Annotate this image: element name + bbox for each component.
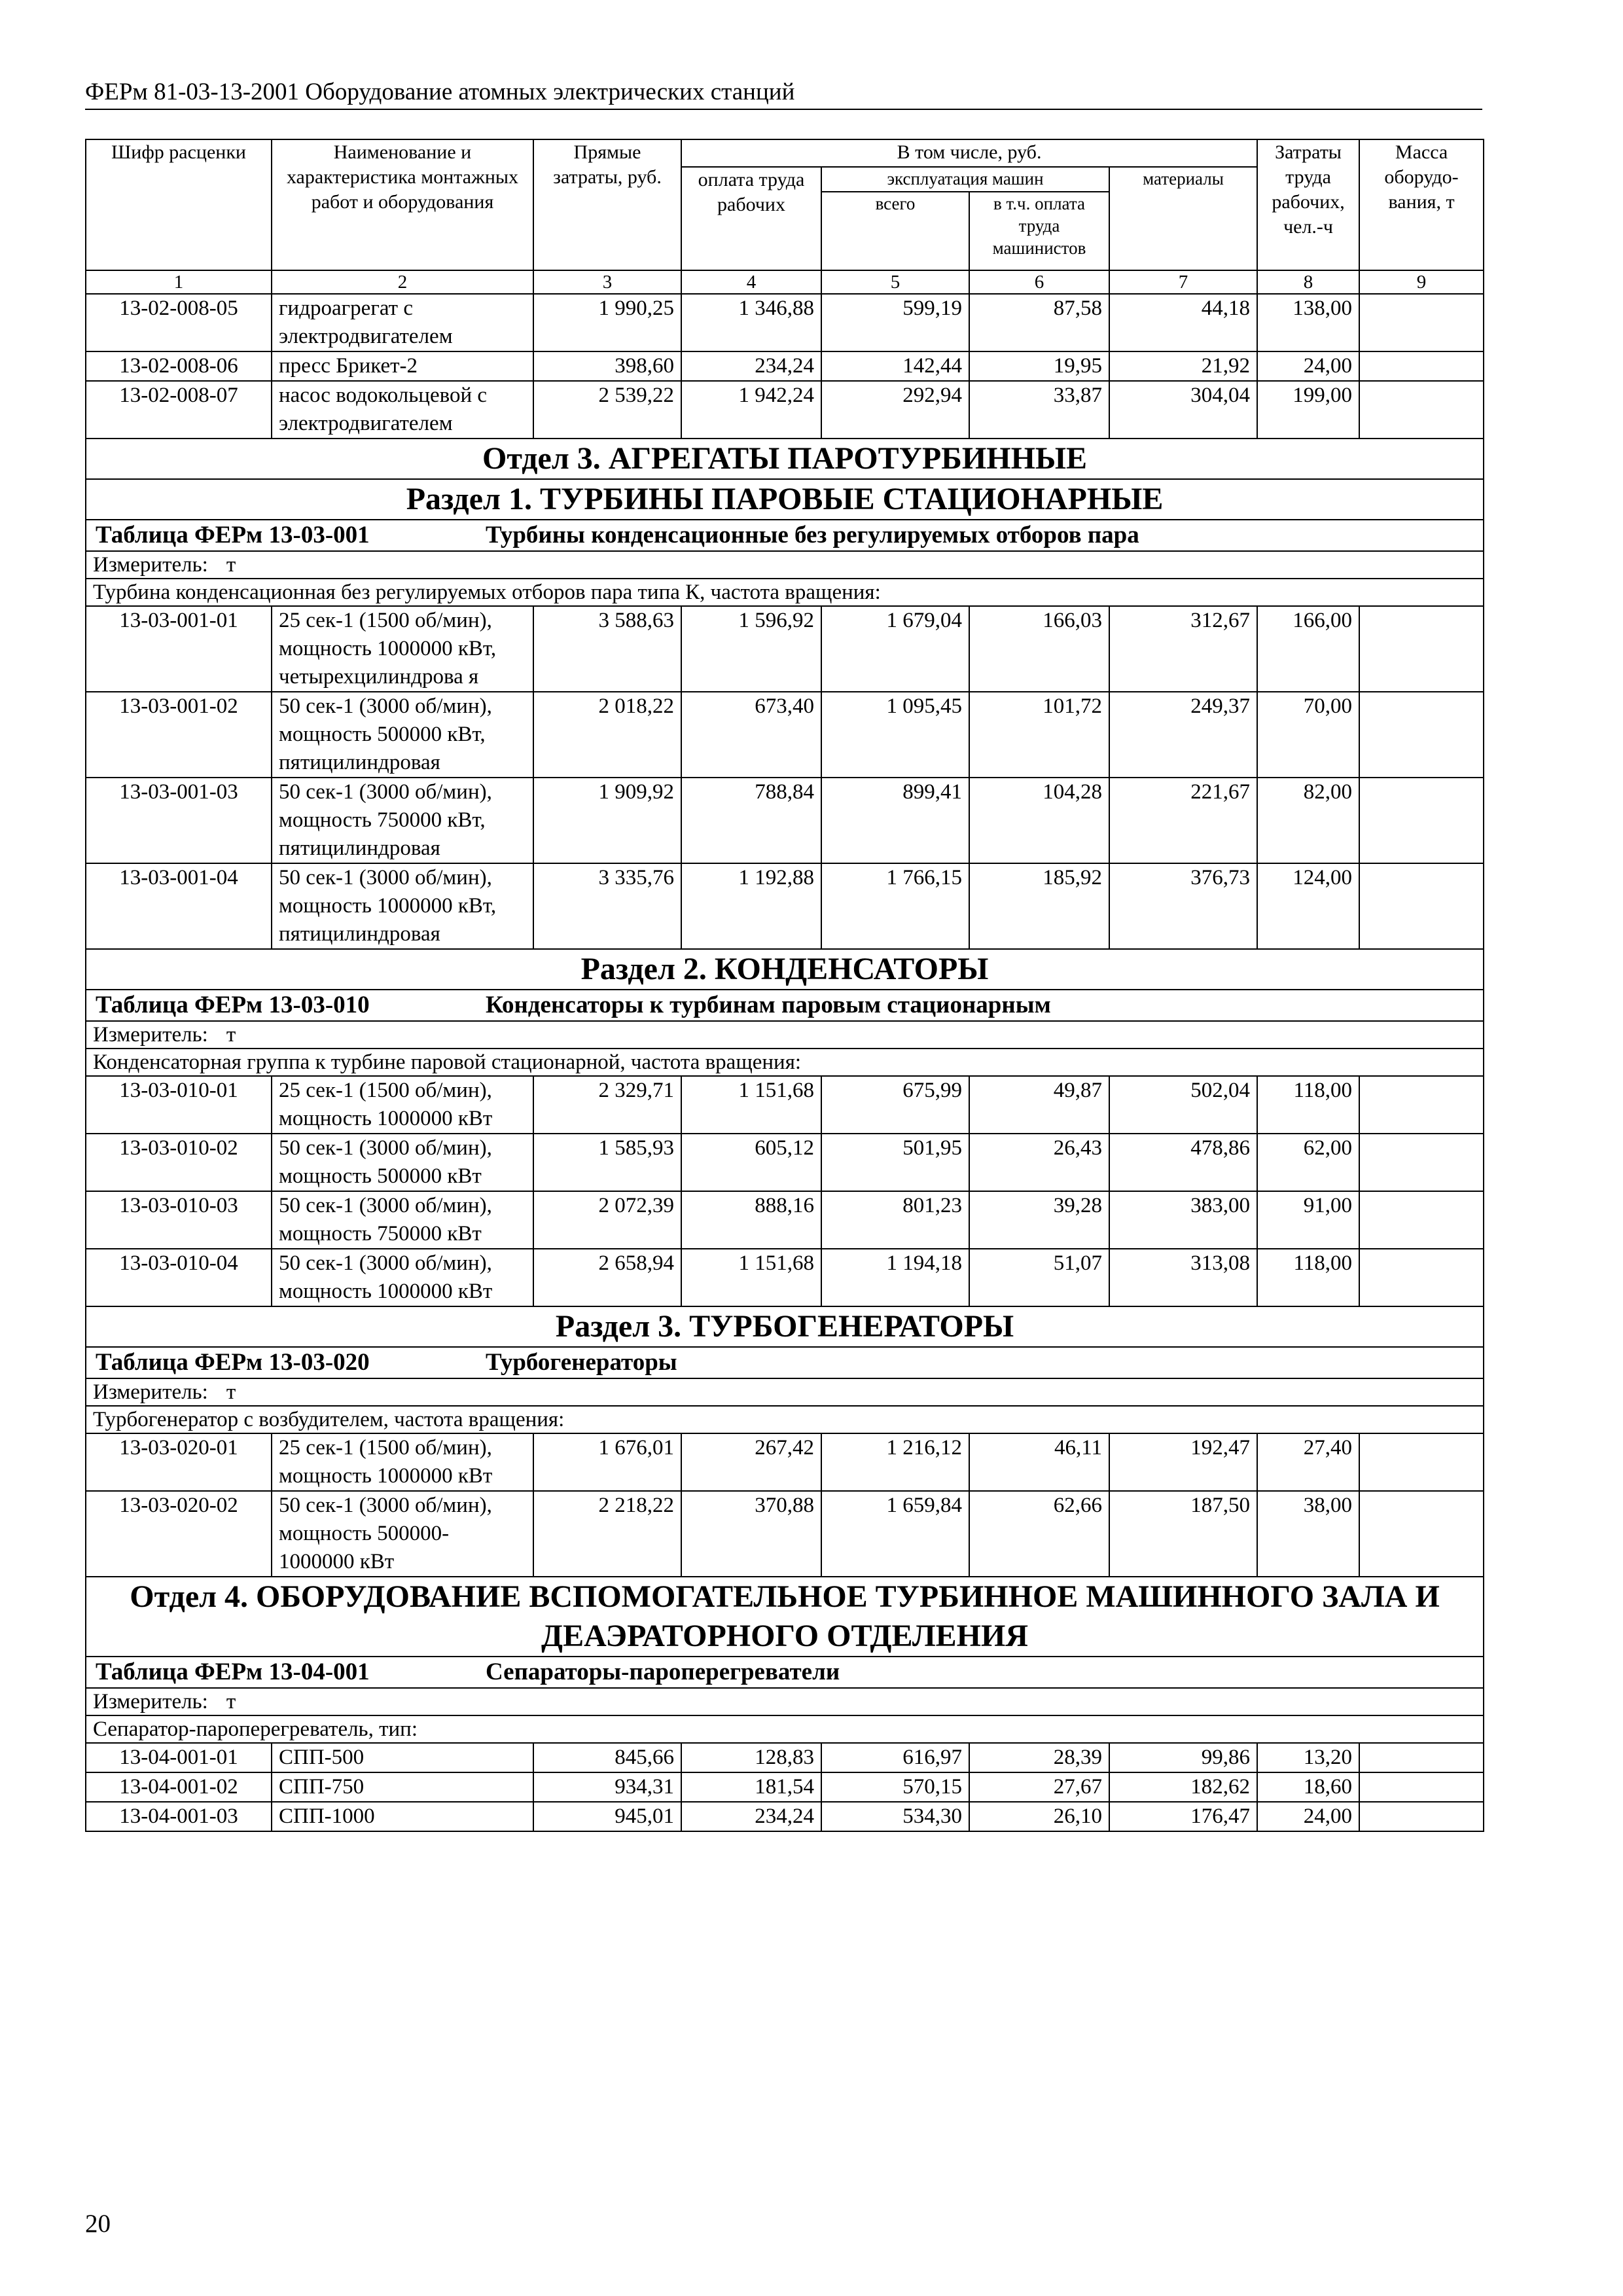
direct-cost-cell: 2 218,22 bbox=[533, 1491, 681, 1577]
machinists-pay-cell: 26,10 bbox=[969, 1802, 1109, 1831]
labor-pay-cell: 1 346,88 bbox=[681, 294, 821, 351]
labor-hours-cell: 199,00 bbox=[1257, 381, 1359, 439]
materials-cost-cell: 376,73 bbox=[1109, 863, 1257, 949]
column-number: 8 bbox=[1257, 270, 1359, 294]
machinists-pay-cell: 33,87 bbox=[969, 381, 1109, 439]
col-header-labor: оплата труда рабочих bbox=[681, 167, 821, 270]
column-number: 3 bbox=[533, 270, 681, 294]
work-name-cell: 25 сек-1 (1500 об/мин), мощность 1000000 кВт bbox=[272, 1076, 533, 1134]
column-numbers-row bbox=[86, 270, 1484, 294]
machinists-pay-cell: 101,72 bbox=[969, 692, 1109, 778]
labor-hours-cell: 27,40 bbox=[1257, 1433, 1359, 1491]
rate-code-cell: 13-03-020-02 bbox=[86, 1491, 272, 1577]
labor-hours-cell: 118,00 bbox=[1257, 1076, 1359, 1134]
direct-cost-cell: 934,31 bbox=[533, 1772, 681, 1802]
rows-table-13-03-001 bbox=[86, 606, 1484, 949]
work-name-cell: 50 сек-1 (3000 об/мин), мощность 500000 кВт bbox=[272, 1134, 533, 1191]
machines-total-cell: 801,23 bbox=[821, 1191, 969, 1249]
work-name-cell: СПП-500 bbox=[272, 1743, 533, 1772]
meter-unit: т bbox=[226, 1023, 236, 1047]
equipment-mass-cell bbox=[1359, 1491, 1484, 1577]
meter-unit: т bbox=[226, 1380, 236, 1404]
direct-cost-cell: 845,66 bbox=[533, 1743, 681, 1772]
materials-cost-cell: 304,04 bbox=[1109, 381, 1257, 439]
rate-code-cell: 13-02-008-05 bbox=[86, 294, 272, 351]
work-name-cell: 50 сек-1 (3000 об/мин), мощность 1000000 кВт, пятицилиндровая bbox=[272, 863, 533, 949]
materials-cost-cell: 182,62 bbox=[1109, 1772, 1257, 1802]
materials-cost-cell: 44,18 bbox=[1109, 294, 1257, 351]
rate-code-cell: 13-03-010-03 bbox=[86, 1191, 272, 1249]
labor-pay-cell: 1 151,68 bbox=[681, 1076, 821, 1134]
work-name-cell: пресс Брикет-2 bbox=[272, 351, 533, 381]
col-header-incl: В том числе, руб. bbox=[681, 139, 1257, 167]
col-header-materials: материалы bbox=[1109, 167, 1257, 270]
rows-table-13-03-020 bbox=[86, 1433, 1484, 1577]
labor-hours-cell: 124,00 bbox=[1257, 863, 1359, 949]
rate-code-cell: 13-03-020-01 bbox=[86, 1433, 272, 1491]
meter-row bbox=[86, 551, 1484, 579]
work-name-cell: 50 сек-1 (3000 об/мин), мощность 500000 кВт, пятицилиндровая bbox=[272, 692, 533, 778]
labor-hours-cell: 82,00 bbox=[1257, 778, 1359, 863]
col-header-labor-cost: Затраты труда рабочих, чел.-ч bbox=[1257, 139, 1359, 270]
table-row bbox=[86, 1743, 1484, 1772]
meter-label: Измеритель: bbox=[93, 553, 208, 577]
work-name-cell: СПП-750 bbox=[272, 1772, 533, 1802]
machinists-pay-cell: 28,39 bbox=[969, 1743, 1109, 1772]
machines-total-cell: 1 766,15 bbox=[821, 863, 969, 949]
equipment-mass-cell bbox=[1359, 1433, 1484, 1491]
rate-code-cell: 13-03-001-03 bbox=[86, 778, 272, 863]
table-row bbox=[86, 1433, 1484, 1491]
machines-total-cell: 1 679,04 bbox=[821, 606, 969, 692]
otdel-4-heading: Отдел 4. ОБОРУДОВАНИЕ ВСПОМОГАТЕЛЬНОЕ ТУРБИННОЕ МАШИННОГО ЗАЛА И ДЕАЭРАТОРНОГО ОТДЕЛЕНИЯ bbox=[86, 1577, 1484, 1657]
materials-cost-cell: 502,04 bbox=[1109, 1076, 1257, 1134]
rate-code-cell: 13-04-001-01 bbox=[86, 1743, 272, 1772]
machines-total-cell: 570,15 bbox=[821, 1772, 969, 1802]
machines-total-cell: 675,99 bbox=[821, 1076, 969, 1134]
rate-code-cell: 13-03-001-01 bbox=[86, 606, 272, 692]
machines-total-cell: 599,19 bbox=[821, 294, 969, 351]
equipment-mass-cell bbox=[1359, 351, 1484, 381]
table-13-03-001-title bbox=[86, 520, 1484, 551]
materials-cost-cell: 312,67 bbox=[1109, 606, 1257, 692]
table-row bbox=[86, 294, 1484, 351]
labor-hours-cell: 166,00 bbox=[1257, 606, 1359, 692]
table-13-03-020-title bbox=[86, 1347, 1484, 1378]
labor-hours-cell: 38,00 bbox=[1257, 1491, 1359, 1577]
work-name-cell: 50 сек-1 (3000 об/мин), мощность 750000 кВт bbox=[272, 1191, 533, 1249]
labor-hours-cell: 18,60 bbox=[1257, 1772, 1359, 1802]
table-row bbox=[86, 606, 1484, 692]
equipment-mass-cell bbox=[1359, 1249, 1484, 1306]
col-header-machines: эксплуатация машин bbox=[821, 167, 1109, 192]
column-number: 2 bbox=[272, 270, 533, 294]
meter-unit: т bbox=[226, 1690, 236, 1713]
table-row bbox=[86, 692, 1484, 778]
materials-cost-cell: 187,50 bbox=[1109, 1491, 1257, 1577]
table-row bbox=[86, 863, 1484, 949]
meter-row bbox=[86, 1688, 1484, 1715]
machines-total-cell: 1 659,84 bbox=[821, 1491, 969, 1577]
rows-table-13-04-001 bbox=[86, 1743, 1484, 1831]
labor-hours-cell: 62,00 bbox=[1257, 1134, 1359, 1191]
column-number: 4 bbox=[681, 270, 821, 294]
labor-hours-cell: 24,00 bbox=[1257, 351, 1359, 381]
equipment-mass-cell bbox=[1359, 294, 1484, 351]
col-header-code: Шифр расценки bbox=[86, 139, 272, 270]
col-header-name: Наименование и характеристика монтажных работ и оборудования bbox=[272, 139, 533, 270]
machines-total-cell: 899,41 bbox=[821, 778, 969, 863]
rows-table-13-03-010 bbox=[86, 1076, 1484, 1306]
direct-cost-cell: 1 585,93 bbox=[533, 1134, 681, 1191]
direct-cost-cell: 398,60 bbox=[533, 351, 681, 381]
materials-cost-cell: 249,37 bbox=[1109, 692, 1257, 778]
labor-pay-cell: 1 151,68 bbox=[681, 1249, 821, 1306]
equipment-mass-cell bbox=[1359, 1191, 1484, 1249]
table-row bbox=[86, 1249, 1484, 1306]
table-title: Турбогенераторы bbox=[486, 1349, 677, 1376]
rate-code-cell: 13-02-008-06 bbox=[86, 351, 272, 381]
labor-pay-cell: 1 596,92 bbox=[681, 606, 821, 692]
work-name-cell: гидроагрегат с электродвигателем bbox=[272, 294, 533, 351]
rate-code-cell: 13-04-001-03 bbox=[86, 1802, 272, 1831]
table-description: Конденсаторная группа к турбине паровой стационарной, частота вращения: bbox=[86, 1049, 1484, 1076]
table-row bbox=[86, 1191, 1484, 1249]
table-title: Сепараторы-пароперегреватели bbox=[486, 1659, 840, 1685]
materials-cost-cell: 176,47 bbox=[1109, 1802, 1257, 1831]
materials-cost-cell: 192,47 bbox=[1109, 1433, 1257, 1491]
rate-code-cell: 13-03-010-01 bbox=[86, 1076, 272, 1134]
table-row bbox=[86, 351, 1484, 381]
labor-pay-cell: 1 192,88 bbox=[681, 863, 821, 949]
razdel-3-heading: Раздел 3. ТУРБОГЕНЕРАТОРЫ bbox=[86, 1306, 1484, 1347]
machines-total-cell: 534,30 bbox=[821, 1802, 969, 1831]
meter-unit: т bbox=[226, 553, 236, 577]
table-row bbox=[86, 1772, 1484, 1802]
table-row bbox=[86, 1076, 1484, 1134]
meter-label: Измеритель: bbox=[93, 1380, 208, 1404]
equipment-mass-cell bbox=[1359, 1772, 1484, 1802]
machinists-pay-cell: 62,66 bbox=[969, 1491, 1109, 1577]
equipment-mass-cell bbox=[1359, 1076, 1484, 1134]
machines-total-cell: 292,94 bbox=[821, 381, 969, 439]
table-description: Турбина конденсационная без регулируемых отборов пара типа К, частота вращения: bbox=[86, 579, 1484, 606]
labor-pay-cell: 788,84 bbox=[681, 778, 821, 863]
table-description: Турбогенератор с возбудителем, частота вращения: bbox=[86, 1406, 1484, 1433]
table-row bbox=[86, 1802, 1484, 1831]
machinists-pay-cell: 46,11 bbox=[969, 1433, 1109, 1491]
table-row bbox=[86, 1134, 1484, 1191]
meter-label: Измеритель: bbox=[93, 1690, 208, 1713]
page-number: 20 bbox=[85, 2210, 111, 2238]
direct-cost-cell: 1 909,92 bbox=[533, 778, 681, 863]
razdel-2-heading: Раздел 2. КОНДЕНСАТОРЫ bbox=[86, 949, 1484, 990]
equipment-mass-cell bbox=[1359, 778, 1484, 863]
table-label: Таблица ФЕРм 13-03-010 bbox=[96, 992, 370, 1018]
table-label: Таблица ФЕРм 13-04-001 bbox=[96, 1659, 370, 1685]
labor-hours-cell: 138,00 bbox=[1257, 294, 1359, 351]
direct-cost-cell: 2 539,22 bbox=[533, 381, 681, 439]
labor-hours-cell: 24,00 bbox=[1257, 1802, 1359, 1831]
equipment-mass-cell bbox=[1359, 381, 1484, 439]
direct-cost-cell: 945,01 bbox=[533, 1802, 681, 1831]
machinists-pay-cell: 185,92 bbox=[969, 863, 1109, 949]
materials-cost-cell: 221,67 bbox=[1109, 778, 1257, 863]
materials-cost-cell: 478,86 bbox=[1109, 1134, 1257, 1191]
rate-code-cell: 13-04-001-02 bbox=[86, 1772, 272, 1802]
labor-pay-cell: 128,83 bbox=[681, 1743, 821, 1772]
materials-cost-cell: 383,00 bbox=[1109, 1191, 1257, 1249]
machines-total-cell: 1 095,45 bbox=[821, 692, 969, 778]
machinists-pay-cell: 51,07 bbox=[969, 1249, 1109, 1306]
column-number: 7 bbox=[1109, 270, 1257, 294]
col-header-direct: Прямые затраты, руб. bbox=[533, 139, 681, 270]
direct-cost-cell: 1 676,01 bbox=[533, 1433, 681, 1491]
machinists-pay-cell: 49,87 bbox=[969, 1076, 1109, 1134]
table-row bbox=[86, 1491, 1484, 1577]
rates-table bbox=[85, 139, 1484, 1832]
direct-cost-cell: 3 335,76 bbox=[533, 863, 681, 949]
machinists-pay-cell: 26,43 bbox=[969, 1134, 1109, 1191]
table-row bbox=[86, 381, 1484, 439]
work-name-cell: 25 сек-1 (1500 об/мин), мощность 1000000 кВт, четырехцилиндрова я bbox=[272, 606, 533, 692]
table-13-04-001-title bbox=[86, 1657, 1484, 1688]
machines-total-cell: 616,97 bbox=[821, 1743, 969, 1772]
meter-row bbox=[86, 1021, 1484, 1049]
col-header-machinists: в т.ч. оплата труда машинистов bbox=[969, 192, 1109, 270]
labor-pay-cell: 888,16 bbox=[681, 1191, 821, 1249]
labor-pay-cell: 234,24 bbox=[681, 1802, 821, 1831]
column-number: 1 bbox=[86, 270, 272, 294]
equipment-mass-cell bbox=[1359, 1802, 1484, 1831]
work-name-cell: насос водокольцевой с электродвигателем bbox=[272, 381, 533, 439]
labor-pay-cell: 267,42 bbox=[681, 1433, 821, 1491]
labor-pay-cell: 181,54 bbox=[681, 1772, 821, 1802]
labor-pay-cell: 673,40 bbox=[681, 692, 821, 778]
work-name-cell: СПП-1000 bbox=[272, 1802, 533, 1831]
machines-total-cell: 1 216,12 bbox=[821, 1433, 969, 1491]
work-name-cell: 50 сек-1 (3000 об/мин), мощность 1000000 кВт bbox=[272, 1249, 533, 1306]
table-title: Конденсаторы к турбинам паровым стационарным bbox=[486, 992, 1051, 1018]
machinists-pay-cell: 87,58 bbox=[969, 294, 1109, 351]
table-13-03-010-title bbox=[86, 990, 1484, 1021]
direct-cost-cell: 3 588,63 bbox=[533, 606, 681, 692]
machines-total-cell: 1 194,18 bbox=[821, 1249, 969, 1306]
labor-pay-cell: 370,88 bbox=[681, 1491, 821, 1577]
work-name-cell: 50 сек-1 (3000 об/мин), мощность 500000- 1000000 кВт bbox=[272, 1491, 533, 1577]
work-name-cell: 50 сек-1 (3000 об/мин), мощность 750000 кВт, пятицилиндровая bbox=[272, 778, 533, 863]
labor-hours-cell: 13,20 bbox=[1257, 1743, 1359, 1772]
column-number: 9 bbox=[1359, 270, 1484, 294]
rate-code-cell: 13-03-001-04 bbox=[86, 863, 272, 949]
meter-row bbox=[86, 1378, 1484, 1406]
labor-pay-cell: 1 942,24 bbox=[681, 381, 821, 439]
materials-cost-cell: 21,92 bbox=[1109, 351, 1257, 381]
equipment-mass-cell bbox=[1359, 863, 1484, 949]
column-number: 5 bbox=[821, 270, 969, 294]
rows-top bbox=[86, 294, 1484, 439]
machinists-pay-cell: 104,28 bbox=[969, 778, 1109, 863]
machinists-pay-cell: 166,03 bbox=[969, 606, 1109, 692]
labor-hours-cell: 91,00 bbox=[1257, 1191, 1359, 1249]
direct-cost-cell: 1 990,25 bbox=[533, 294, 681, 351]
otdel-3-heading: Отдел 3. АГРЕГАТЫ ПАРОТУРБИННЫЕ bbox=[86, 439, 1484, 479]
direct-cost-cell: 2 658,94 bbox=[533, 1249, 681, 1306]
direct-cost-cell: 2 329,71 bbox=[533, 1076, 681, 1134]
razdel-1-heading: Раздел 1. ТУРБИНЫ ПАРОВЫЕ СТАЦИОНАРНЫЕ bbox=[86, 479, 1484, 520]
machines-total-cell: 142,44 bbox=[821, 351, 969, 381]
work-name-cell: 25 сек-1 (1500 об/мин), мощность 1000000 кВт bbox=[272, 1433, 533, 1491]
materials-cost-cell: 99,86 bbox=[1109, 1743, 1257, 1772]
equipment-mass-cell bbox=[1359, 1134, 1484, 1191]
equipment-mass-cell bbox=[1359, 1743, 1484, 1772]
machinists-pay-cell: 19,95 bbox=[969, 351, 1109, 381]
table-title: Турбины конденсационные без регулируемых отборов пара bbox=[486, 522, 1139, 548]
col-header-total: всего bbox=[821, 192, 969, 270]
table-label: Таблица ФЕРм 13-03-020 bbox=[96, 1349, 370, 1376]
equipment-mass-cell bbox=[1359, 692, 1484, 778]
equipment-mass-cell bbox=[1359, 606, 1484, 692]
direct-cost-cell: 2 018,22 bbox=[533, 692, 681, 778]
labor-pay-cell: 605,12 bbox=[681, 1134, 821, 1191]
column-number: 6 bbox=[969, 270, 1109, 294]
rate-code-cell: 13-03-001-02 bbox=[86, 692, 272, 778]
col-header-mass: Масса оборудо- вания, т bbox=[1359, 139, 1484, 270]
labor-pay-cell: 234,24 bbox=[681, 351, 821, 381]
table-row bbox=[86, 778, 1484, 863]
materials-cost-cell: 313,08 bbox=[1109, 1249, 1257, 1306]
meter-label: Измеритель: bbox=[93, 1023, 208, 1047]
rate-code-cell: 13-02-008-07 bbox=[86, 381, 272, 439]
machinists-pay-cell: 27,67 bbox=[969, 1772, 1109, 1802]
table-label: Таблица ФЕРм 13-03-001 bbox=[96, 522, 370, 548]
rate-code-cell: 13-03-010-02 bbox=[86, 1134, 272, 1191]
table-description: Сепаратор-пароперегреватель, тип: bbox=[86, 1715, 1484, 1743]
machinists-pay-cell: 39,28 bbox=[969, 1191, 1109, 1249]
machines-total-cell: 501,95 bbox=[821, 1134, 969, 1191]
page-header: ФЕРм 81-03-13-2001 Оборудование атомных электрических станций bbox=[85, 76, 1482, 110]
direct-cost-cell: 2 072,39 bbox=[533, 1191, 681, 1249]
labor-hours-cell: 70,00 bbox=[1257, 692, 1359, 778]
labor-hours-cell: 118,00 bbox=[1257, 1249, 1359, 1306]
rate-code-cell: 13-03-010-04 bbox=[86, 1249, 272, 1306]
